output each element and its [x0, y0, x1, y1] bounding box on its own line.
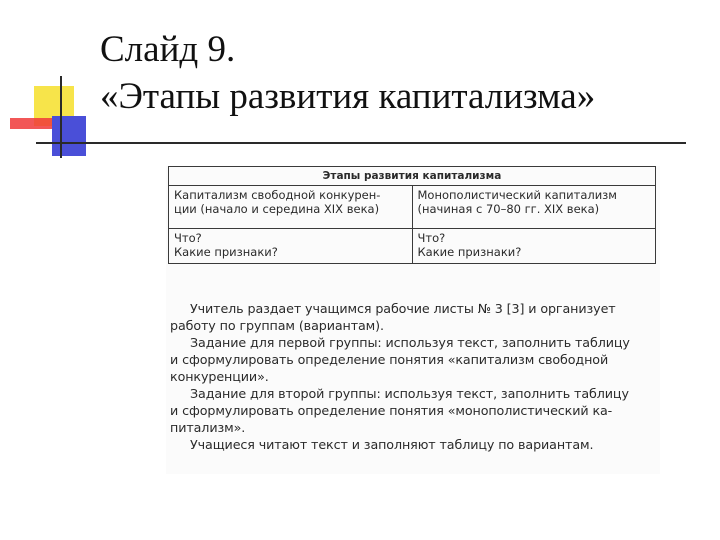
lesson-text — [170, 300, 658, 453]
table-col2-header — [412, 186, 656, 229]
table-col2-question-what: Что? — [417, 231, 446, 245]
table-col1-question-what: Что? — [174, 231, 202, 245]
decor-blue-square — [52, 116, 86, 156]
slide-title-line2: «Этапы развития капитализма» — [100, 76, 596, 117]
text-line: питализм». — [170, 420, 246, 435]
scanned-page — [166, 166, 660, 474]
text-line: конкуренции». — [170, 369, 269, 384]
text-line: и сформулировать определение понятия «капитализм свободной — [170, 352, 609, 367]
table-col1-header-line1: Капитализм свободной конкурен- — [174, 188, 381, 202]
stages-table — [168, 166, 656, 264]
slide-title-line1: Слайд 9. — [100, 29, 236, 70]
text-line: и сформулировать определение понятия «монополистический ка- — [170, 403, 613, 418]
table-col1-question-signs: Какие признаки? — [174, 245, 278, 259]
decor-vertical-line — [60, 76, 62, 158]
text-line: работу по группам (вариантам). — [170, 318, 384, 333]
decor-horizontal-line — [36, 142, 686, 144]
table-col2-header-line2: (начиная с 70–80 гг. XIX века) — [417, 202, 600, 216]
table-col2-question-signs: Какие признаки? — [417, 245, 522, 259]
table-caption: Этапы развития капитализма — [169, 167, 656, 186]
table-col1-questions — [169, 229, 413, 264]
text-line: Задание для первой группы: используя текст, заполнить таблицу — [190, 335, 630, 350]
table-col2-questions — [412, 229, 656, 264]
slide-title — [100, 26, 595, 120]
text-line: Учитель раздает учащимся рабочие листы № 3 [3] и организует — [190, 301, 616, 316]
text-line: Учащиеся читают текст и заполняют таблицу по вариантам. — [190, 437, 594, 452]
table-col1-header — [169, 186, 413, 229]
text-line: Задание для второй группы: используя текст, заполнить таблицу — [190, 386, 629, 401]
table-col1-header-line2: ции (начало и середина XIX века) — [174, 202, 380, 216]
table-col2-header-line1: Монополистический капитализм — [417, 188, 617, 202]
